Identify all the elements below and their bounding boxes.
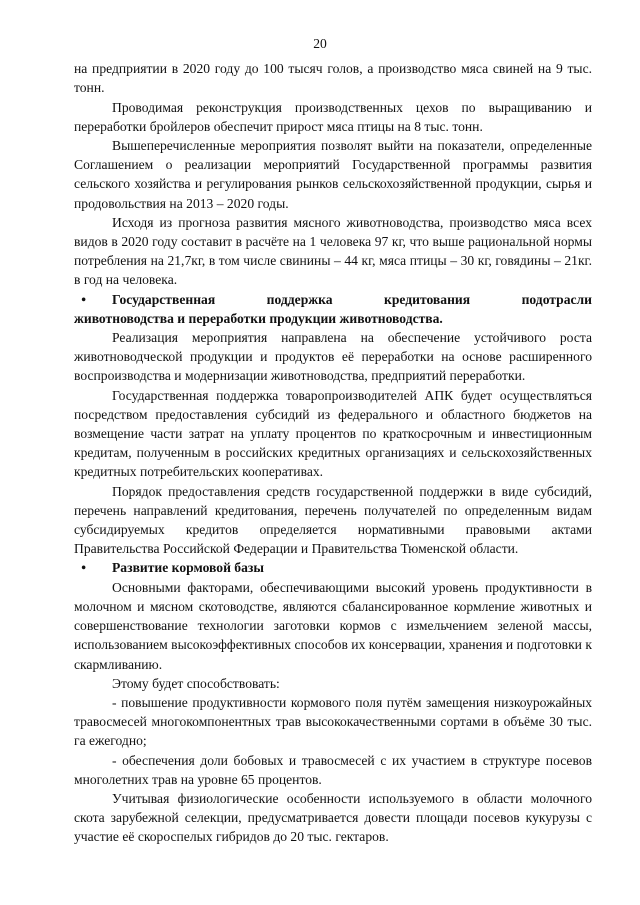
section-heading: [74, 558, 592, 577]
heading-text: Развитие кормовой базы: [112, 560, 264, 576]
paragraph: Государственная поддержка товаропроизводителей АПК будет осуществляться посредством предоставления субсидий из федерального и областного бюджетов на возмещение части затрат на уплату процентов по краткосрочным и инвестиционным кредитам, полученным в российских кредитных организациях и сельскохозяйственных кредитных потребительских кооперативах.: [74, 387, 592, 480]
paragraph: Основными факторами, обеспечивающими высокий уровень продуктивности в молочном и мясном скотоводстве, являются сбалансированное кормление животных и совершенствование технологии заготовки кормов с измельчением зеленой массы, использованием высокоэффективных способов их консервации, хранения и подготовки к скармливанию.: [74, 579, 592, 672]
paragraph: Проводимая реконструкция производственных цехов по выращиванию и переработки бройлеров обеспечит прирост мяса птицы на 8 тыс. тонн.: [74, 99, 592, 134]
paragraph: Учитывая физиологические особенности используемого в области молочного скота зарубежной селекции, предусматривается довести площади посевов кукурузы с участие её скороспелых гибридов до 20 тыс. гектаров.: [74, 790, 592, 845]
paragraph: Реализация мероприятия направлена на обеспечение устойчивого роста животноводческой продукции и продуктов её переработки на основе расширенного воспроизводства и модернизации животноводства, предприятий переработки.: [74, 330, 592, 384]
list-item: - повышение продуктивности кормового поля путём замещения низкоурожайных травосмесей многокомпонентных трав высококачественными сортами в объёме 30 тыс. га ежегодно;: [74, 694, 592, 749]
paragraph: Этому будет способствовать:: [112, 675, 280, 691]
paragraph: Вышеперечисленные мероприятия позволят выйти на показатели, определенные Соглашением о реализации мероприятий Государственной программы развития сельского хозяйства и регулирования рынков сельскохозяйственной продукции, сырья и продовольствия на 2013 – 2020 годы.: [74, 138, 592, 211]
section-heading: [74, 290, 592, 309]
heading-continuation: животноводства и переработки продукции животноводства.: [74, 310, 443, 326]
paragraph: Исходя из прогноза развития мясного животноводства, производство мяса всех видов в 2020 году составит в расчёте на 1 человека 97 кг, что выше рациональной нормы потребления на 21,7кг, в том числе свинины – 44 кг, мяса птицы – 30 кг, говядины – 21кг. в год на человека.: [74, 214, 592, 288]
bullet-icon: •: [81, 560, 86, 576]
paragraph: на предприятии в 2020 году до 100 тысяч голов, а производство мяса свиней на 9 тыс. тонн.: [74, 61, 592, 96]
heading-text: Государственная поддержка кредитования подотрасли: [112, 291, 592, 307]
paragraph: Порядок предоставления средств государственной поддержки в виде субсидий, перечень направлений кредитования, перечень получателей по определенным видам субсидируемых кредитов определяется нормативными правовыми актами Правительства Российской Федерации и Правительства Тюменской области.: [74, 483, 592, 557]
page-number: 20: [313, 36, 327, 51]
bullet-icon: •: [81, 291, 86, 307]
list-item: - обеспечения доли бобовых и травосмесей с их участием в структуре посевов многолетних трав на уровне 65 процентов.: [74, 752, 592, 787]
